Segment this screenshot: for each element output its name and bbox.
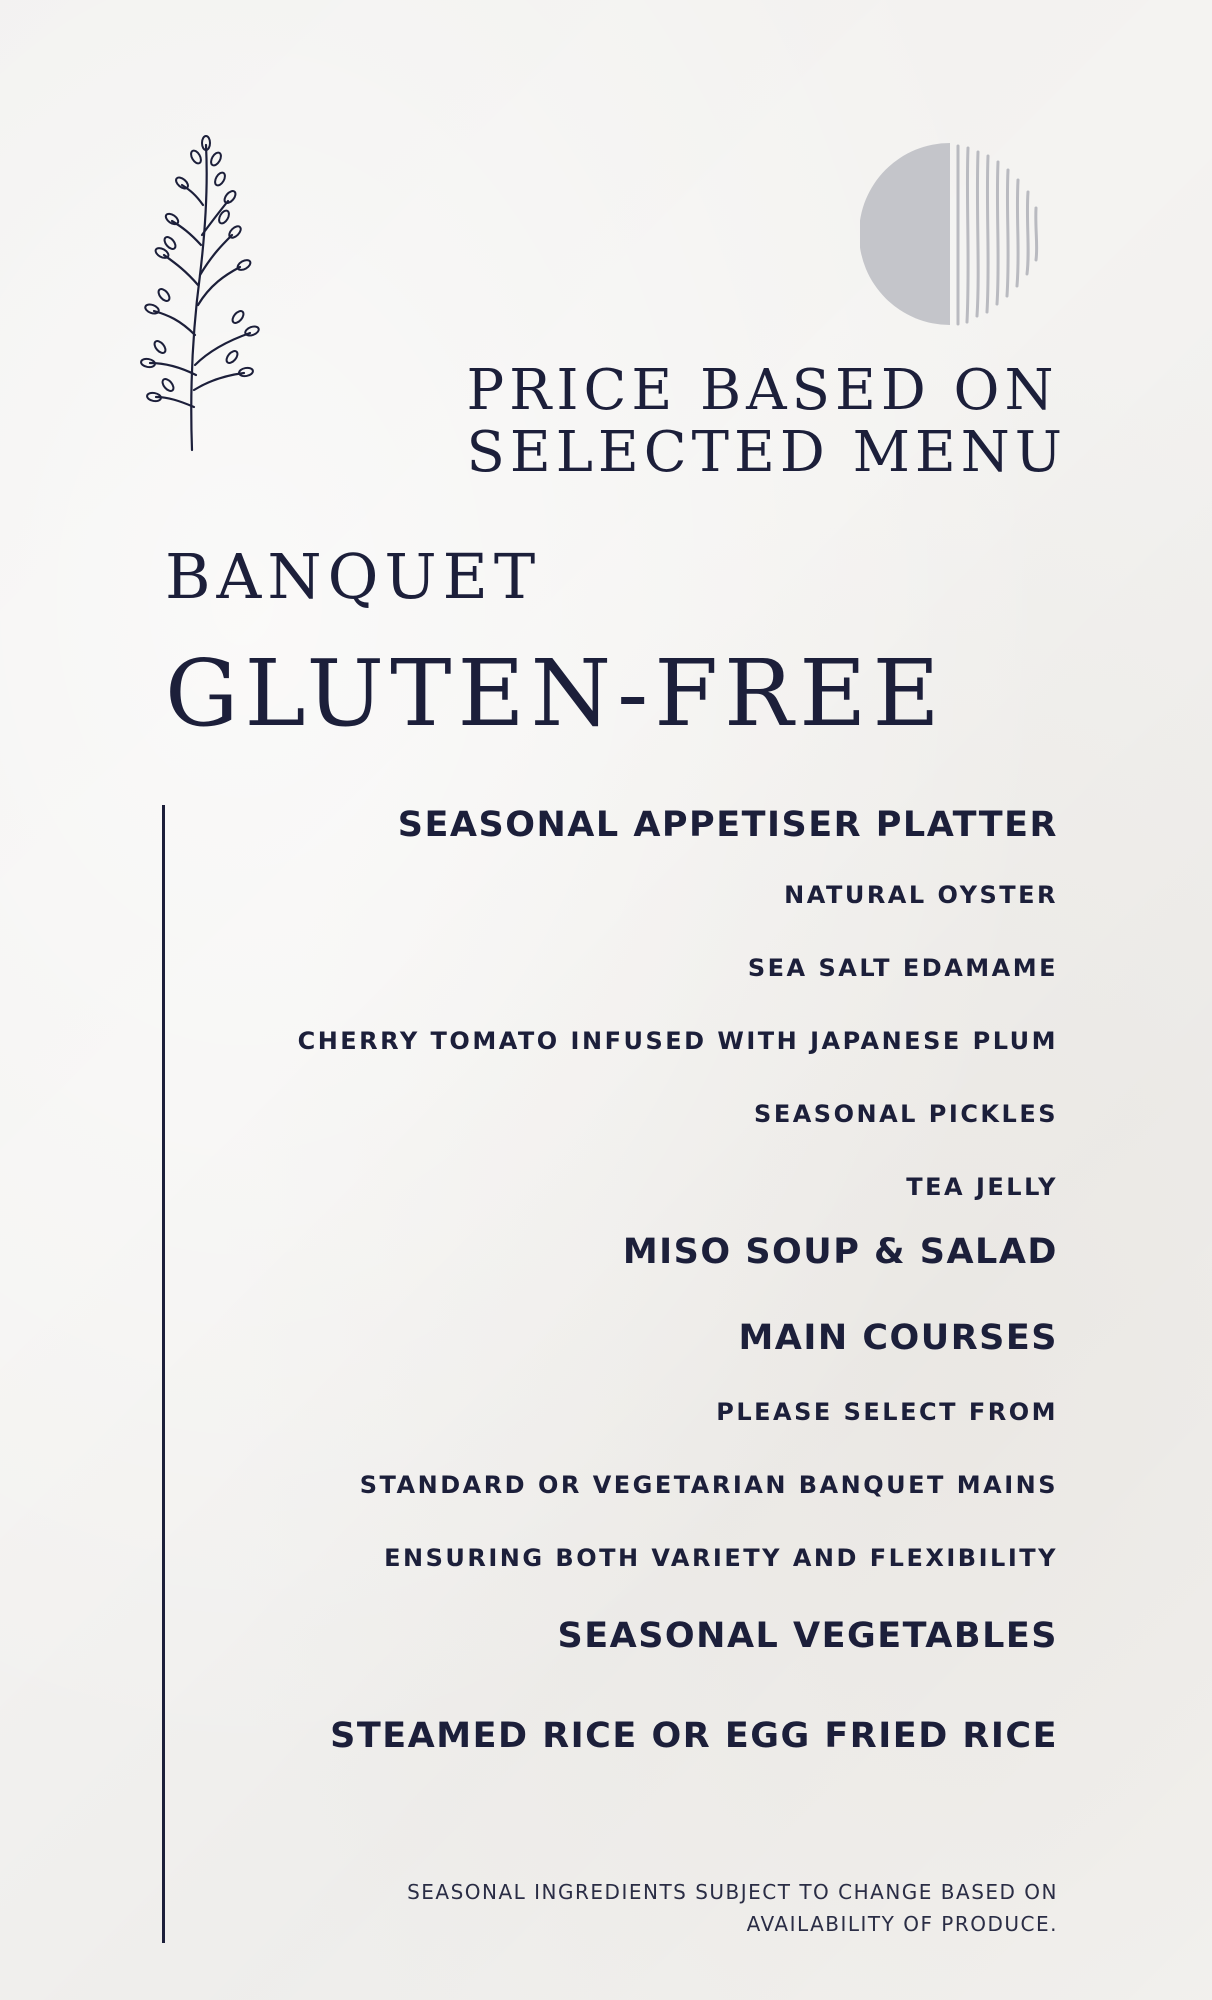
vertical-divider bbox=[162, 805, 165, 1943]
menu-item: CHERRY TOMATO INFUSED WITH JAPANESE PLUM bbox=[297, 1027, 1058, 1055]
half-moon-icon bbox=[860, 140, 1060, 330]
price-note-line-2: SELECTED MENU bbox=[466, 420, 1067, 485]
menu-section-rice: STEAMED RICE OR EGG FRIED RICE bbox=[330, 1716, 1058, 1756]
menu-section-vegetables: SEASONAL VEGETABLES bbox=[557, 1616, 1058, 1656]
gluten-free-title: GLUTEN-FREE bbox=[165, 640, 946, 747]
menu-section-mains: MAIN COURSES bbox=[738, 1318, 1058, 1358]
menu-section-soup: MISO SOUP & SALAD bbox=[622, 1232, 1058, 1272]
menu-item: SEA SALT EDAMAME bbox=[747, 954, 1058, 982]
menu-item: NATURAL OYSTER bbox=[784, 881, 1058, 909]
footnote-line-1: SEASONAL INGREDIENTS SUBJECT TO CHANGE BASED ON bbox=[407, 1880, 1058, 1904]
menu-item: PLEASE SELECT FROM bbox=[716, 1398, 1058, 1426]
footnote-line-2: AVAILABILITY OF PRODUCE. bbox=[746, 1912, 1058, 1936]
menu-item: ENSURING BOTH VARIETY AND FLEXIBILITY bbox=[384, 1544, 1058, 1572]
menu-list bbox=[198, 800, 1058, 1756]
menu-item: TEA JELLY bbox=[906, 1173, 1058, 1201]
price-note-line-1: PRICE BASED ON bbox=[466, 358, 1059, 423]
price-note bbox=[467, 360, 1068, 484]
menu-section-appetiser: SEASONAL APPETISER PLATTER bbox=[397, 805, 1058, 845]
sprig-icon bbox=[140, 135, 280, 455]
menu-item: STANDARD OR VEGETARIAN BANQUET MAINS bbox=[359, 1471, 1058, 1499]
banquet-heading: BANQUET bbox=[165, 540, 542, 613]
footnote bbox=[407, 1876, 1058, 1940]
menu-item: SEASONAL PICKLES bbox=[754, 1100, 1058, 1128]
